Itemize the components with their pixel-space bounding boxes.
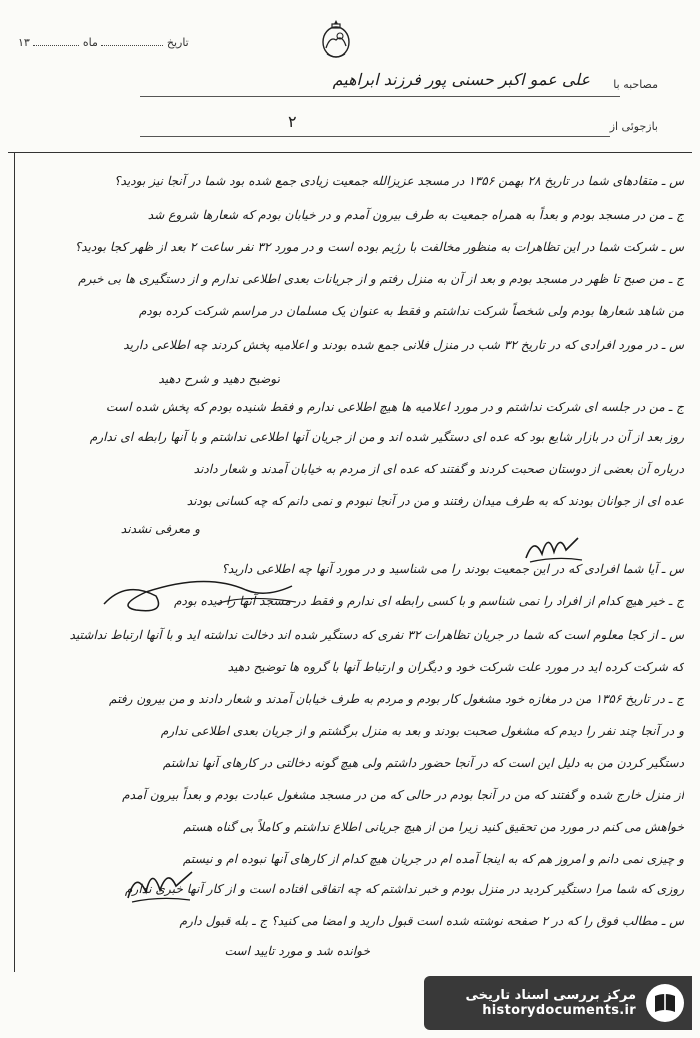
- text-line: دستگیر کردن من به دلیل این است که در آنجا حضور داشتم ولی هیچ گونه دخالتی در کارهای آنها نداشتم: [162, 756, 684, 770]
- text-line: روزی که شما مرا دستگیر کردید در منزل بودم و خبر نداشتم که چه اتفاقی افتاده است و از کار آنها خبری ندارم: [124, 882, 684, 896]
- handwritten-signature-icon: [120, 860, 200, 908]
- text-line: و معرفی نشدند: [120, 522, 200, 536]
- date-field: [18, 36, 189, 49]
- interview-name: علی عمو اکبر حسنی پور فرزند ابراهیم: [332, 70, 590, 89]
- text-line: توضیح دهید و شرح دهید: [158, 372, 280, 386]
- text-line: ج ـ خیر هیچ کدام از افراد را نمی شناسم و با کسی رابطه ای ندارم و فقط در مسجد آنها را دیده بودم: [173, 594, 684, 608]
- text-line: ج ـ من صبح تا ظهر در مسجد بودم و بعد از آن به منزل رفتم و از جریانات بعدی اطلاعی ندارم و از دستگیری ها بی خبرم: [78, 272, 684, 286]
- history-documents-logo-icon: [644, 982, 686, 1024]
- text-line: س ـ از کجا معلوم است که شما در جریان تظاهرات ۳۲ نفری که دستگیر شده اند دخالت نداشته اید و با آنها ارتباط نداشتید: [69, 628, 684, 642]
- date-month-label: ماه: [82, 36, 98, 49]
- text-line: ج ـ من در مسجد بودم و بعداً به همراه جمعیت به طرف بیرون آمدم و در خیابان بودم که شعارها شروع شد: [147, 208, 684, 222]
- interrogator-label: بازجوئی از: [609, 120, 658, 133]
- lion-and-sun-emblem-icon: [318, 18, 354, 62]
- text-line: ج ـ در تاریخ ۱۳۵۶ من در مغازه خود مشغول کار بودم و مردم به طرف خیابان آمدند و شعار دادند و من بیرون رفتم: [108, 692, 684, 706]
- text-line: که شرکت کرده اید در مورد علت شرکت خود و دیگران و ارتباط آنها با گروه ها توضیح دهید: [227, 660, 684, 674]
- watermark-badge: [424, 976, 692, 1030]
- page-number: ۲: [288, 112, 297, 131]
- date-year: ۱۳: [18, 36, 30, 49]
- text-line: خواهش می کنم در مورد من تحقیق کنید زیرا من از هیچ جریانی اطلاع نداشتم و کاملاً بی گناه هستم: [183, 820, 684, 834]
- text-line: س ـ مطالب فوق را که در ۲ صفحه نوشته شده است قبول دارید و امضا می کنید؟ ج ـ بله قبول دارم: [179, 914, 684, 928]
- text-line: من شاهد شعارها بودم ولی شخصاً شرکت نداشتم و فقط به عنوان یک مسلمان در مراسم شرکت کرده بودم: [138, 304, 684, 318]
- text-line: درباره آن بعضی از دوستان صحبت کردند و گفتند که عده ای از مردم به خیابان آمدند و شعار دادند: [193, 462, 684, 476]
- text-line: ج ـ من در جلسه ای شرکت نداشتم و در مورد اعلامیه ها هیچ اطلاعی ندارم و فقط شنیده بودم که پخش شده است: [105, 400, 684, 414]
- watermark-fa: مرکز بررسی اسناد تاریخی: [465, 988, 636, 1003]
- watermark-en: historydocuments.ir: [482, 1003, 636, 1018]
- text-line: س ـ آیا شما افرادی که در این جمعیت بودند را می شناسید و در مورد آنها چه اطلاعی دارید؟: [221, 562, 684, 576]
- interview-label: مصاحبه با: [613, 78, 658, 91]
- text-line: س ـ متقادهای شما در تاریخ ۲۸ بهمن ۱۳۵۶ در مسجد عزیزالله جمعیت زیادی جمع شده بود شما در آنجا نیز بودید؟: [114, 174, 684, 188]
- text-line: از منزل خارج شده و گفتند که من در آنجا بودم در حالی که من در مسجد مشغول عبادت بودم و بعداً بیرون آمدم: [122, 788, 684, 802]
- text-line: روز بعد از آن در بازار شایع بود که عده ای دستگیر شده اند و من از جریان آنها اطلاعی نداشتم و با آنها رابطه ای ندارم: [89, 430, 684, 444]
- date-label: تاریخ: [166, 36, 189, 49]
- text-line: و در آنجا چند نفر را دیدم که مشغول صحبت بودند و بعد به منزل برگشتم و از جریان بعدی اطلاعی ندارم: [160, 724, 684, 738]
- text-line: س ـ در مورد افرادی که در تاریخ ۳۲ شب در منزل فلانی جمع شده بودند و اعلامیه پخش کردند چه اطلاعی دارید: [123, 338, 684, 352]
- text-line: خوانده شد و مورد تایید است: [224, 944, 370, 958]
- text-line: س ـ شرکت شما در این تظاهرات به منظور مخالفت با رژیم بوده است و در مورد ۳۲ نفر ساعت ۲ بعد از ظهر کجا بودید؟: [74, 240, 684, 254]
- text-line: عده ای از جوانان بودند که به طرف میدان رفتند و من در آنجا نبودم و نمی دانم که چه کسانی بودند: [186, 494, 684, 508]
- handwritten-signature-icon: [96, 574, 316, 624]
- text-line: و چیزی نمی دانم و امروز هم که به اینجا آمده ام در جریان هیچ کدام از کارهای آنها نبوده ام و نیستم: [182, 852, 684, 866]
